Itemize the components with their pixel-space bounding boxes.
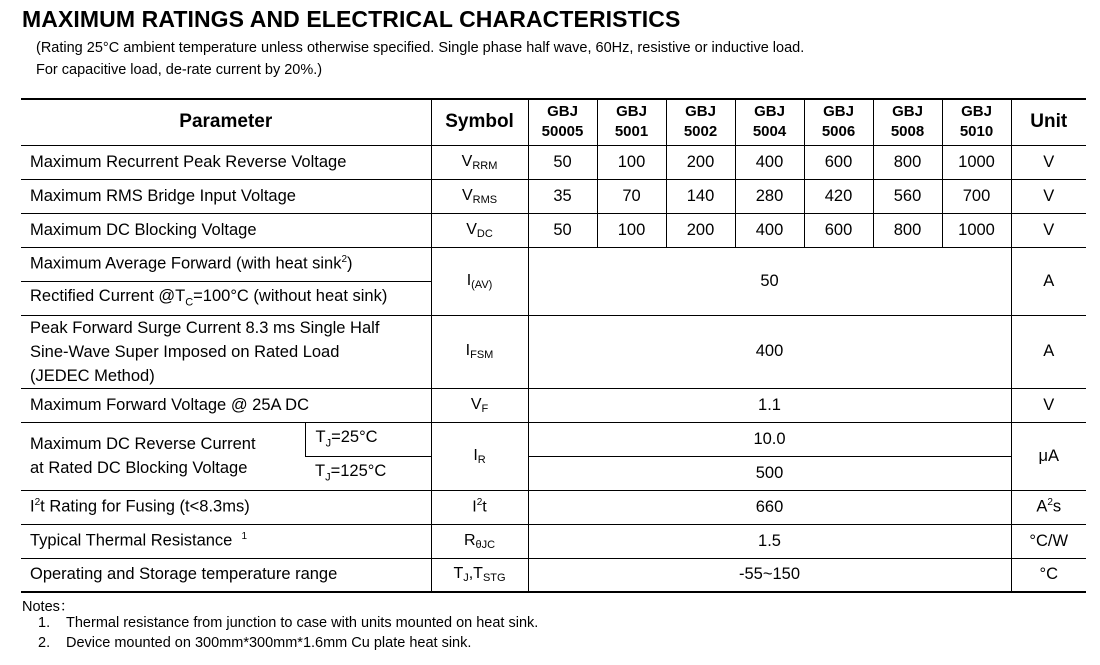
symbol-temp: $T_J,T_{STG}$ bbox=[431, 558, 528, 592]
rating-conditions-line2: For capacitive load, de-rate current by 20%.) bbox=[36, 62, 323, 78]
value-cell: 140 bbox=[666, 179, 735, 213]
value-cell: 70 bbox=[597, 179, 666, 213]
value-iav: 50 bbox=[528, 247, 1011, 315]
value-i2t: 660 bbox=[528, 490, 1011, 524]
value-cell: 100 bbox=[597, 213, 666, 247]
param-ir: Maximum DC Reverse Current at Rated DC Blocking Voltage bbox=[21, 422, 305, 490]
notes-label: Notes： bbox=[22, 599, 75, 615]
header-part-5008: GBJ 5008 bbox=[873, 99, 942, 145]
value-cell: 800 bbox=[873, 145, 942, 179]
header-part-5001: GBJ 5001 bbox=[597, 99, 666, 145]
ratings-table bbox=[21, 98, 1086, 593]
param-ifsm: Peak Forward Surge Current 8.3 ms Single Half Sine-Wave Super Imposed on Rated Load (JEDEC Method) bbox=[21, 315, 431, 388]
symbol-vrms: $V_{RMS}$ bbox=[431, 179, 528, 213]
header-symbol: Symbol bbox=[431, 99, 528, 145]
value-ir-125c: 500 bbox=[528, 456, 1011, 490]
value-cell: 200 bbox=[666, 145, 735, 179]
note-item: 2. Device mounted on 300mm*300mm*1.6mm Cu plate heat sink. bbox=[38, 635, 472, 651]
param-temp: Operating and Storage temperature range bbox=[21, 558, 431, 592]
unit-iav: A bbox=[1011, 247, 1086, 315]
cond-ir-25c: $T_J=25^\circ C$ bbox=[305, 422, 431, 456]
value-ifsm: 400 bbox=[528, 315, 1011, 388]
value-ir-25c: 10.0 bbox=[528, 422, 1011, 456]
symbol-iav: $I_{(AV)}$ bbox=[431, 247, 528, 315]
unit-vrrm: V bbox=[1011, 145, 1086, 179]
symbol-vdc: $V_{DC}$ bbox=[431, 213, 528, 247]
header-part-50005: GBJ 50005 bbox=[528, 99, 597, 145]
param-vdc: Maximum DC Blocking Voltage bbox=[21, 213, 431, 247]
row-ifsm bbox=[21, 315, 1086, 388]
value-cell: 200 bbox=[666, 213, 735, 247]
value-cell: 100 bbox=[597, 145, 666, 179]
value-cell: 400 bbox=[735, 213, 804, 247]
symbol-rth: $R_{\theta JC}$ bbox=[431, 524, 528, 558]
symbol-i2t: $I^2t$ bbox=[431, 490, 528, 524]
value-cell: 600 bbox=[804, 145, 873, 179]
value-cell: 420 bbox=[804, 179, 873, 213]
row-vrms bbox=[21, 179, 1086, 213]
header-part-5010: GBJ 5010 bbox=[942, 99, 1011, 145]
symbol-ifsm: $I_{FSM}$ bbox=[431, 315, 528, 388]
value-rth: 1.5 bbox=[528, 524, 1011, 558]
value-cell: 800 bbox=[873, 213, 942, 247]
value-cell: 1000 bbox=[942, 213, 1011, 247]
symbol-vf: $V_F$ bbox=[431, 388, 528, 422]
page-title: MAXIMUM RATINGS AND ELECTRICAL CHARACTERISTICS bbox=[22, 6, 681, 32]
value-temp: -55~150 bbox=[528, 558, 1011, 592]
row-ir-a bbox=[21, 422, 1086, 456]
value-cell: 700 bbox=[942, 179, 1011, 213]
unit-temp: °C bbox=[1011, 558, 1086, 592]
cond-ir-125c: $T_J=125^\circ C$ bbox=[305, 456, 431, 490]
row-rth bbox=[21, 524, 1086, 558]
unit-i2t: $A^2s$ bbox=[1011, 490, 1086, 524]
row-vdc bbox=[21, 213, 1086, 247]
header-unit: Unit bbox=[1011, 99, 1086, 145]
unit-vf: V bbox=[1011, 388, 1086, 422]
value-cell: 50 bbox=[528, 213, 597, 247]
value-cell: 280 bbox=[735, 179, 804, 213]
param-vrms: Maximum RMS Bridge Input Voltage bbox=[21, 179, 431, 213]
value-cell: 600 bbox=[804, 213, 873, 247]
row-i2t bbox=[21, 490, 1086, 524]
value-cell: 35 bbox=[528, 179, 597, 213]
note-item: 1. Thermal resistance from junction to case with units mounted on heat sink. bbox=[38, 615, 539, 631]
value-cell: 560 bbox=[873, 179, 942, 213]
rating-conditions-line1: (Rating 25°C ambient temperature unless otherwise specified. Single phase half wave, 60Hz, resistive or inductive load. bbox=[36, 40, 805, 56]
header-part-5002: GBJ 5002 bbox=[666, 99, 735, 145]
param-iav-line2: Rectified Current $@T_C=100^\circ C$ (without heat sink) bbox=[21, 281, 431, 315]
param-iav-line1: Maximum Average Forward (with heat sink$^2$) bbox=[21, 247, 431, 281]
row-vf bbox=[21, 388, 1086, 422]
unit-vdc: V bbox=[1011, 213, 1086, 247]
param-vf: Maximum Forward Voltage @ 25A DC bbox=[21, 388, 431, 422]
symbol-ir: $I_R$ bbox=[431, 422, 528, 490]
header-row bbox=[21, 99, 1086, 145]
header-part-5006: GBJ 5006 bbox=[804, 99, 873, 145]
unit-ifsm: A bbox=[1011, 315, 1086, 388]
row-vrrm bbox=[21, 145, 1086, 179]
row-temp bbox=[21, 558, 1086, 592]
value-cell: 1000 bbox=[942, 145, 1011, 179]
unit-rth: °C/W bbox=[1011, 524, 1086, 558]
symbol-vrrm: $V_{RRM}$ bbox=[431, 145, 528, 179]
value-vf: 1.1 bbox=[528, 388, 1011, 422]
row-iav-a bbox=[21, 247, 1086, 281]
param-rth: Typical Thermal Resistance $^1$ bbox=[21, 524, 431, 558]
header-parameter: Parameter bbox=[21, 99, 431, 145]
unit-vrms: V bbox=[1011, 179, 1086, 213]
value-cell: 50 bbox=[528, 145, 597, 179]
param-vrrm: Maximum Recurrent Peak Reverse Voltage bbox=[21, 145, 431, 179]
unit-ir: μA bbox=[1011, 422, 1086, 490]
param-i2t: $I^2t$ Rating for Fusing (t<8.3ms) bbox=[21, 490, 431, 524]
value-cell: 400 bbox=[735, 145, 804, 179]
header-part-5004: GBJ 5004 bbox=[735, 99, 804, 145]
